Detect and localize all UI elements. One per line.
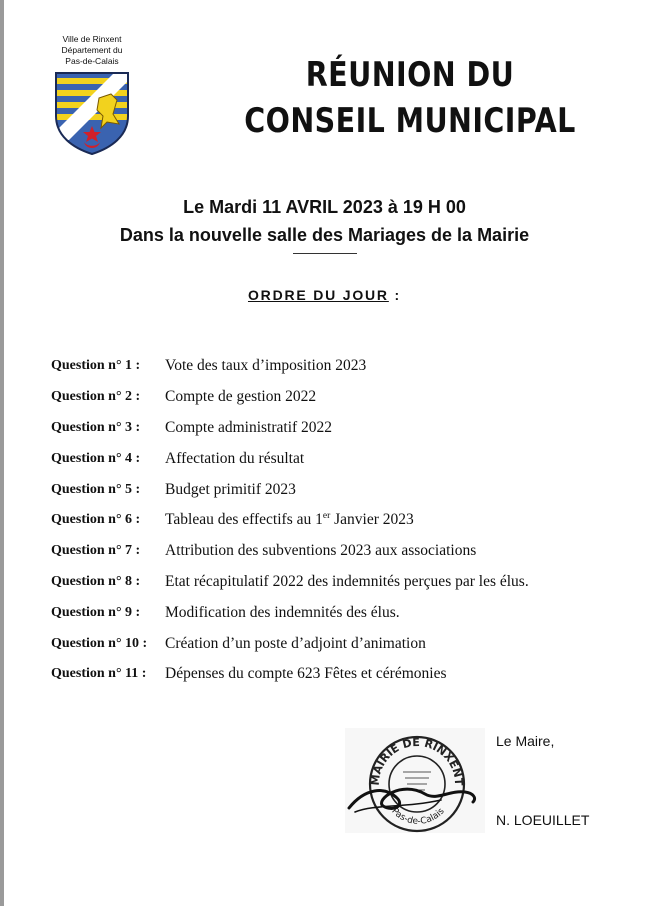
title-line-2: CONSEIL MUNICIPAL — [244, 101, 576, 141]
question-label: Question n° 8 : — [51, 573, 141, 589]
stamp-text-top: MAIRIE DE RINXENT — [368, 735, 466, 786]
question-text: Modification des indemnités des élus. — [165, 603, 400, 621]
question-text-superscript: er — [322, 511, 331, 522]
question-label: Question n° 9 : — [51, 604, 141, 620]
question-label: Question n° 6 : — [51, 512, 141, 528]
mayor-title: Le Maire, — [496, 733, 555, 749]
question-text: Création d’un poste d’adjoint d’animation — [165, 634, 426, 652]
question-text: Etat récapitulatif 2022 des indemnités perçues par les élus. — [165, 572, 529, 590]
agenda-item — [51, 505, 631, 536]
agenda-heading — [0, 287, 649, 303]
agenda-heading-colon: : — [388, 287, 401, 303]
agenda-item — [51, 413, 631, 444]
crest-line-region: Pas-de-Calais — [65, 56, 119, 66]
title-line-1: RÉUNION DU — [305, 55, 515, 95]
question-label: Question n° 5 : — [51, 481, 141, 497]
question-label: Question n° 2 : — [51, 389, 141, 405]
agenda-list — [51, 351, 631, 690]
meeting-info — [0, 193, 649, 254]
question-label: Question n° 3 : — [51, 419, 141, 435]
agenda-heading-text: ORDRE DU JOUR — [247, 287, 389, 303]
coat-of-arms-icon — [53, 70, 131, 156]
agenda-item — [51, 536, 631, 567]
mayor-name: N. LOEUILLET — [496, 812, 590, 828]
question-label: Question n° 1 : — [51, 358, 141, 374]
separator-rule — [293, 253, 357, 254]
meeting-date: Le Mardi 11 AVRIL 2023 à 19 H 00 — [183, 197, 466, 217]
question-text-part: Janvier 2023 — [330, 511, 414, 529]
crest-line-department: Département du — [61, 45, 123, 55]
question-label: Question n° 4 : — [51, 450, 141, 466]
page-left-border — [0, 0, 4, 906]
stamp-text-bottom: Pas-de-Calais — [389, 806, 447, 827]
question-text: Budget primitif 2023 — [165, 480, 296, 498]
agenda-item — [51, 628, 631, 659]
question-text: Compte de gestion 2022 — [165, 388, 317, 406]
agenda-item — [51, 597, 631, 628]
question-text: Affectation du résultat — [165, 449, 305, 467]
crest-line-town: Ville de Rinxent — [62, 34, 122, 44]
question-label: Question n° 11 : — [51, 666, 147, 682]
agenda-item — [51, 443, 631, 474]
page-title — [234, 52, 587, 144]
question-label: Question n° 7 : — [51, 543, 141, 559]
agenda-item — [51, 474, 631, 505]
question-text-part: Tableau des effectifs au 1 — [165, 511, 323, 529]
town-crest-block — [42, 34, 142, 156]
question-text — [165, 511, 414, 529]
meeting-place: Dans la nouvelle salle des Mariages de la Mairie — [119, 225, 530, 245]
agenda-item — [51, 351, 631, 382]
question-text: Compte administratif 2022 — [165, 418, 333, 436]
agenda-item — [51, 659, 631, 690]
agenda-item — [51, 567, 631, 598]
question-label: Question n° 10 : — [51, 635, 148, 651]
agenda-item — [51, 382, 631, 413]
question-text: Dépenses du compte 623 Fêtes et cérémonies — [165, 665, 447, 683]
question-text: Attribution des subventions 2023 aux associations — [165, 542, 477, 560]
question-text: Vote des taux d’imposition 2023 — [165, 357, 367, 375]
mairie-stamp-icon — [345, 728, 485, 833]
